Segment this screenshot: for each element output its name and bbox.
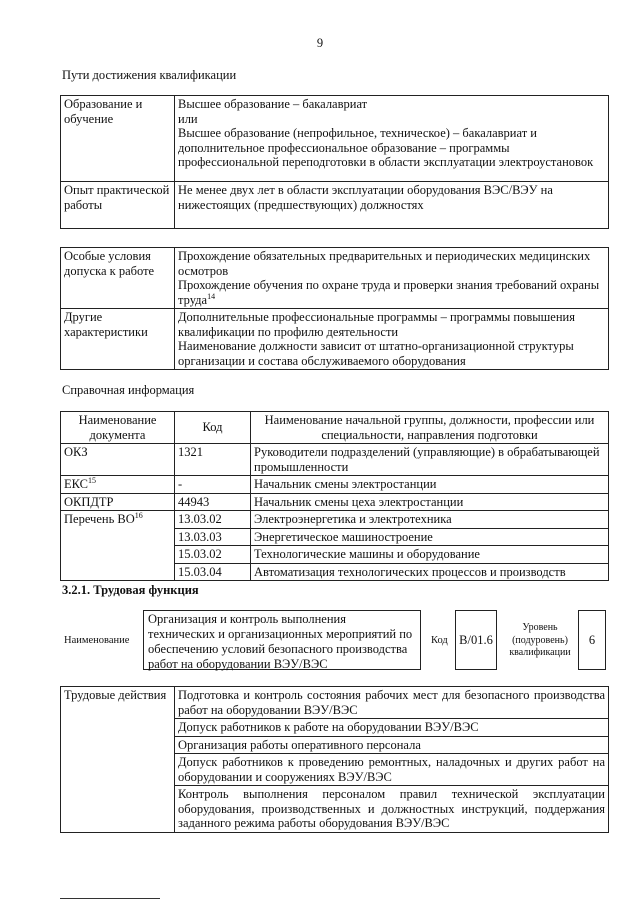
row-label: Опыт практической работы xyxy=(61,182,175,229)
cell-doc xyxy=(61,476,175,494)
cell-code: 15.03.02 xyxy=(175,546,251,564)
table-row xyxy=(61,444,609,476)
cell-doc: ОКПДТР xyxy=(61,493,175,511)
level-label: Уровень (подуровень) квалификации xyxy=(509,622,571,658)
cell-name: Технологические машины и оборудование xyxy=(251,546,609,564)
page-number: 9 xyxy=(316,36,324,50)
code-label: Код xyxy=(431,635,448,646)
table-row xyxy=(61,511,609,529)
table-row xyxy=(61,309,609,370)
qualification-paths-heading: Пути достижения квалификации xyxy=(62,68,237,82)
row-content xyxy=(175,309,609,370)
action-item: Контроль выполнения персоналом правил технической эксплуатации оборудования, производственных и должностных инструкций, поддержания заданного режима работы оборудования ВЭУ/ВЭС xyxy=(175,786,609,833)
action-item: Организация работы оперативного персонала xyxy=(175,736,609,754)
action-item: Подготовка и контроль состояния рабочих мест для безопасного производства работ на оборудовании ВЭУ/ВЭС xyxy=(175,687,609,719)
code-value: B/01.6 xyxy=(459,632,493,647)
row-label: Особые условия допуска к работе xyxy=(61,248,175,309)
content-line: Высшее образование – бакалавриат xyxy=(178,97,368,111)
cell-name: Начальник смены электростанции xyxy=(251,476,609,494)
action-item: Допуск работников к работе на оборудовании ВЭУ/ВЭС xyxy=(175,719,609,737)
reference-heading: Справочная информация xyxy=(62,383,195,397)
content-line-text: Прохождение обучения по охране труда и проверки знания требований охраны труда xyxy=(178,278,600,307)
header-code: Код xyxy=(175,412,251,444)
content-line: Прохождение обязательных предварительных и периодических медицинских осмотров xyxy=(178,249,591,278)
content-line: или xyxy=(178,111,198,126)
table-row xyxy=(61,493,609,511)
level-box xyxy=(578,610,606,670)
code-box xyxy=(455,610,497,670)
footnote-marker: 16 xyxy=(134,510,143,520)
qualification-paths-table xyxy=(60,95,609,229)
cell-doc: ОКЗ xyxy=(61,444,175,476)
table-row xyxy=(61,476,609,494)
table-header-row xyxy=(61,412,609,444)
row-content xyxy=(175,96,609,182)
conditions-table xyxy=(60,247,609,370)
row-label: Трудовые действия xyxy=(61,687,175,833)
header-name: Наименование начальной группы, должности, профессии или специальности, направления подготовки xyxy=(251,412,609,444)
cell-doc-text: ЕКС xyxy=(64,477,88,491)
table-row xyxy=(61,96,609,182)
row-content xyxy=(175,182,609,229)
level-value: 6 xyxy=(588,632,596,647)
footnote-marker: 15 xyxy=(88,475,96,485)
cell-name: Автоматизация технологических процессов и производств xyxy=(251,563,609,581)
footnote-separator xyxy=(60,898,160,899)
cell-name: Руководители подразделений (управляющие) в обрабатывающей промышленности xyxy=(251,444,609,476)
labor-actions-table xyxy=(60,686,609,833)
cell-code: 1321 xyxy=(175,444,251,476)
row-label: Другие характеристики xyxy=(61,309,175,370)
labor-function-heading: 3.2.1. Трудовая функция xyxy=(62,583,199,597)
function-name-box xyxy=(143,610,421,670)
content-line: Наименование должности зависит от штатно-организационной структуры организации и состава обслуживаемого оборудования xyxy=(178,339,574,368)
cell-name: Начальник смены цеха электростанции xyxy=(251,493,609,511)
row-content xyxy=(175,248,609,309)
table-row xyxy=(61,182,609,229)
table-row xyxy=(61,248,609,309)
header-doc: Наименование документа xyxy=(61,412,175,444)
content-line: Не менее двух лет в области эксплуатации оборудования ВЭС/ВЭУ на нижестоящих (предшествующих) должностях xyxy=(178,183,553,212)
footnote-marker: 14 xyxy=(207,291,216,301)
content-line: Высшее образование (непрофильное, техническое) – бакалавриат и дополнительное профессиональное образование – программы профессиональной переподготовки в области эксплуатации электроустановок xyxy=(178,126,594,169)
action-item: Допуск работников к проведению ремонтных, наладочных и других работ на оборудовании и сооружениях ВЭУ/ВЭС xyxy=(175,754,609,786)
name-label: Наименование xyxy=(64,635,130,646)
cell-code: 13.03.02 xyxy=(175,511,251,529)
content-line xyxy=(178,278,605,307)
function-name-value: Организация и контроль выполнения технических и организационных мероприятий по обеспечению условий безопасного производства работ на оборудовании ВЭУ/ВЭС xyxy=(148,612,413,671)
cell-code: 44943 xyxy=(175,493,251,511)
content-line: Дополнительные профессиональные программы – программы повышения квалификации по профилю деятельности xyxy=(178,310,575,339)
row-label: Образование и обучение xyxy=(61,96,175,182)
cell-code: 15.03.04 xyxy=(175,563,251,581)
cell-code: - xyxy=(175,476,251,494)
cell-doc-text: Перечень ВО xyxy=(64,512,135,526)
cell-name: Электроэнергетика и электротехника xyxy=(251,511,609,529)
reference-table xyxy=(60,411,609,581)
cell-doc xyxy=(61,511,175,581)
cell-code: 13.03.03 xyxy=(175,528,251,546)
cell-name: Энергетическое машиностроение xyxy=(251,528,609,546)
table-row xyxy=(61,687,609,719)
